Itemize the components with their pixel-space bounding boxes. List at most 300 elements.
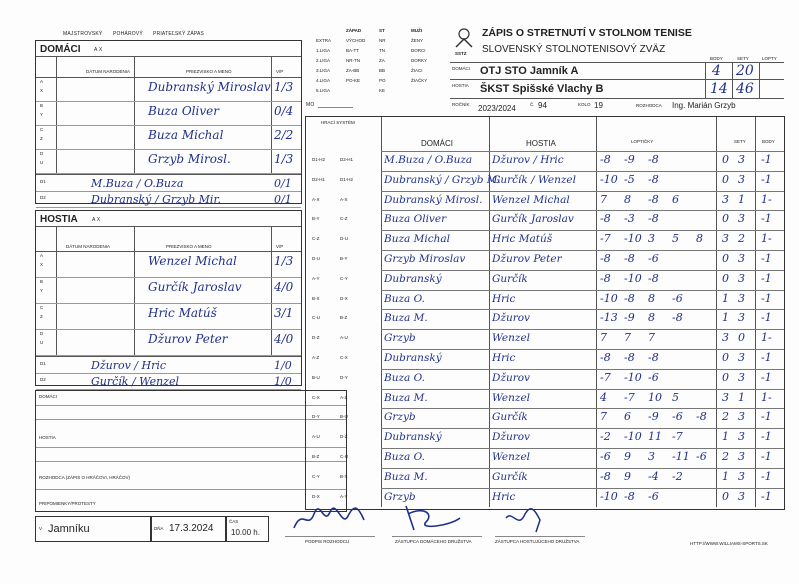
teams-lopty-label: LOPTY — [762, 56, 777, 61]
match-home-sets: 0 — [722, 212, 729, 226]
match-system-away: D1-H2 — [340, 176, 354, 182]
match-home-player: Grzyb — [384, 332, 416, 345]
match-set-score: -6 — [672, 291, 683, 305]
competition-cell: PO-KE — [346, 78, 361, 83]
match-set-score: 7 — [624, 331, 631, 345]
match-away-sets: 1 — [738, 192, 745, 206]
match-system-away: A-U — [340, 335, 348, 341]
competition-col-header: ST — [379, 28, 385, 33]
match-type-priatel: PRIATEĽSKÝ ZÁPAS — [153, 31, 205, 37]
match-away-player: Gurčík — [492, 272, 528, 285]
match-set-score: 7 — [600, 192, 607, 206]
match-system-away: D-Z — [340, 434, 348, 440]
match-set-score: -8 — [672, 311, 683, 325]
match-home-sets: 3 — [722, 232, 729, 246]
match-body: -1 — [761, 172, 772, 186]
away-col-dob: DÁTUM NARODENIA — [66, 244, 111, 249]
competition-cell: DORCI — [411, 48, 426, 53]
away-col-vh: V/P — [276, 244, 284, 249]
match-body: -1 — [761, 291, 772, 305]
teams-box — [450, 56, 784, 102]
match-set-score: -8 — [648, 172, 659, 186]
match-away-player: Wenzel — [492, 451, 531, 463]
match-body: -1 — [761, 252, 772, 265]
roster-key: D — [40, 331, 44, 336]
match-set-score: -8 — [624, 489, 635, 503]
match-system-home: C-Z — [312, 236, 320, 242]
competition-cell: 1.LIGA — [316, 48, 331, 53]
match-away-sets: 3 — [738, 351, 745, 364]
match-home-sets: 1 — [722, 311, 729, 325]
match-set-score: -8 — [600, 271, 611, 285]
match-set-score: -8 — [648, 271, 659, 285]
match-away-player: Gurčík Jaroslav — [492, 213, 574, 226]
roster-key: A — [40, 253, 44, 258]
footer-date: 17.3.2024 — [169, 523, 214, 534]
match-home-sets: 0 — [722, 252, 729, 265]
away-col-name: PRIEZVISKO A MENO — [166, 244, 212, 249]
match-home-sets: 3 — [722, 192, 729, 206]
match-system-away: D-U — [340, 236, 348, 242]
cislo-value: 94 — [538, 101, 547, 110]
match-set-score: 9 — [624, 469, 631, 483]
notes-protesty-label: PRIPOMIENKY/PROTESTY — [39, 501, 96, 506]
roster-key: A — [40, 79, 44, 84]
roster-player-vh: 0/4 — [274, 104, 294, 118]
match-away-player: Gurčík / Wenzel — [492, 173, 576, 186]
match-body: -1 — [761, 153, 772, 166]
match-system-home: C-X — [312, 394, 320, 400]
competition-cell: ŽIAČKY — [411, 78, 428, 83]
match-home-sets: 1 — [722, 469, 729, 483]
match-set-score: -7 — [600, 370, 611, 384]
roster-doubles-vh: 1/0 — [274, 375, 292, 388]
match-set-score: -8 — [600, 351, 611, 364]
match-home-sets: 2 — [722, 410, 729, 424]
competition-cell: ZA-BB — [346, 68, 360, 73]
page-title: ZÁPIS O STRETNUTÍ V STOLNOM TENISE — [482, 27, 692, 39]
notes-domaci-label: DOMÁCI — [39, 394, 57, 399]
teams-domaci-label: DOMÁCI — [452, 66, 470, 71]
competition-cell: PO — [379, 78, 386, 83]
match-system-away: C-Y — [340, 275, 348, 281]
match-system-away: A-X — [340, 196, 348, 202]
home-roster-letters: A X — [94, 47, 103, 53]
match-away-player: Hric Matúš — [492, 233, 553, 246]
rozhodca-value: Ing. Marián Grzyb — [672, 101, 736, 110]
roster-doubles-key: D1 — [40, 361, 46, 366]
match-away-player: Džurov — [492, 431, 530, 444]
match-set-score: -10 — [600, 291, 618, 305]
match-set-score: -3 — [624, 212, 635, 226]
match-away-player: Gurčík — [492, 470, 528, 483]
roster-key-x: Z — [40, 314, 43, 319]
match-home-player: Dubranský — [384, 272, 442, 285]
match-set-score: -8 — [648, 212, 659, 226]
match-away-sets: 3 — [738, 172, 745, 186]
match-set-score: 6 — [672, 192, 679, 206]
system-header: HRACÍ SYSTÉM — [321, 120, 355, 125]
match-home-sets: 0 — [722, 370, 729, 384]
sig3-label: ZÁSTUPCA HOSTUJÚCEHO DRUŽSTVA — [495, 539, 580, 544]
cislo-label: Č. — [530, 102, 535, 107]
match-set-score: -10 — [600, 172, 618, 186]
match-set-score: -6 — [696, 450, 707, 463]
match-system-home: B-U — [312, 374, 320, 380]
match-away-sets: 3 — [738, 271, 745, 285]
away-roster-letters: A X — [92, 217, 101, 223]
roster-player-name: Džurov Peter — [148, 332, 228, 346]
match-away-sets: 3 — [738, 252, 745, 265]
match-set-score: -8 — [648, 153, 659, 166]
away-body: 14 — [710, 81, 728, 97]
match-home-player: Grzyb Miroslav — [384, 253, 466, 265]
roster-player-vh: 2/2 — [274, 128, 294, 142]
match-home-sets: 0 — [722, 351, 729, 364]
match-body: -1 — [761, 311, 772, 325]
match-away-player: Wenzel Michal — [492, 193, 570, 206]
match-set-score: -10 — [600, 489, 618, 503]
match-away-sets: 0 — [738, 331, 745, 345]
match-set-score: 5 — [672, 232, 679, 246]
roster-key: C — [40, 127, 44, 132]
match-away-player: Džurov — [492, 371, 530, 384]
away-roster-title: HOSTIA — [40, 214, 78, 225]
match-system-home: D-U — [312, 256, 320, 261]
match-type-majstrovsky: MAJSTROVSKÝ — [63, 31, 103, 37]
match-home-sets: 0 — [722, 153, 729, 166]
matches-lopticky-header: LOPTIČKY — [631, 139, 654, 144]
roster-doubles-key: D2 — [40, 377, 46, 382]
footer-date-box — [150, 516, 227, 542]
match-set-score: -7 — [624, 390, 635, 404]
roster-player-name: Buza Oliver — [148, 104, 219, 118]
roster-doubles-names: Dubranský / Grzyb Mir. — [91, 193, 221, 206]
match-away-sets: 1 — [738, 390, 745, 404]
match-set-score: -2 — [672, 469, 683, 483]
match-away-sets: 3 — [738, 153, 745, 166]
match-set-score: -8 — [600, 469, 611, 483]
match-set-score: -9 — [648, 410, 659, 424]
roster-key: C — [40, 305, 44, 310]
match-home-sets: 0 — [722, 172, 729, 186]
sig2-label: ZÁSTUPCA DOMÁCEHO DRUŽSTVA — [395, 539, 472, 544]
match-set-score: 7 — [600, 410, 607, 424]
match-set-score: -8 — [648, 192, 659, 206]
match-system-away: D2-H1 — [340, 157, 354, 162]
match-set-score: 10 — [648, 390, 662, 404]
match-body: -1 — [761, 489, 772, 503]
match-set-score: -9 — [624, 311, 635, 325]
match-away-player: Hric — [492, 352, 516, 364]
match-system-away: C-U — [340, 454, 348, 459]
match-system-home: C-U — [312, 315, 320, 321]
roster-player-vh: 3/1 — [274, 306, 294, 320]
match-set-score: -4 — [648, 469, 659, 483]
competition-cell: TN — [379, 48, 385, 53]
match-system-away: A-Y — [340, 493, 348, 499]
match-away-sets: 3 — [738, 469, 745, 483]
match-home-player: Buza Oliver — [384, 213, 447, 226]
match-away-sets: 3 — [738, 370, 745, 384]
roster-key: B — [40, 279, 44, 284]
competition-cell: 5.LIGA — [316, 88, 331, 93]
away-sety: 46 — [736, 81, 754, 97]
home-col-dob: DÁTUM NARODENIA — [86, 69, 131, 74]
match-home-player: Buza O. — [384, 371, 425, 384]
roster-key: B — [40, 103, 44, 108]
roster-key-x: Z — [40, 136, 43, 141]
footer-date-label: DŇA — [154, 526, 164, 531]
match-body: -1 — [761, 370, 772, 384]
match-body: 1- — [761, 192, 772, 206]
roster-player-name: Wenzel Michal — [148, 254, 237, 268]
match-home-player: Dubranský Mirosl. — [384, 193, 483, 206]
match-home-sets: 0 — [722, 489, 729, 503]
match-set-score: -8 — [648, 351, 659, 364]
match-home-sets: 1 — [722, 291, 729, 305]
home-sety: 20 — [736, 63, 754, 79]
match-set-score: -8 — [600, 252, 611, 265]
match-set-score: -11 — [672, 450, 690, 463]
match-system-home: D-Z — [312, 335, 320, 341]
match-system-away: B-U — [340, 414, 348, 420]
footer-time: 10.00 h. — [231, 528, 260, 537]
match-body: 1- — [761, 232, 772, 246]
match-body: -1 — [761, 351, 772, 364]
match-away-sets: 3 — [738, 212, 745, 226]
roster-player-name: Grzyb Mirosl. — [148, 152, 231, 166]
competition-cell: NR-TN — [346, 58, 360, 63]
match-home-player: Buza M. — [384, 470, 428, 483]
match-set-score: -8 — [600, 153, 611, 166]
home-roster-title: DOMÁCI — [40, 44, 81, 55]
match-set-score: 7 — [648, 331, 655, 345]
roster-key-x: U — [40, 160, 44, 165]
away-roster-box — [35, 210, 302, 386]
match-system-home: A-X — [312, 196, 320, 202]
footer-place: Jamníku — [48, 523, 90, 535]
competition-cell: ŽENY — [411, 38, 424, 43]
match-body: 1- — [761, 331, 772, 345]
match-away-player: Hric — [492, 490, 516, 503]
competition-cell: EXTRA — [316, 38, 332, 43]
footer-web: HTTP://WWW.WILLIAMS-SPORTS.SK — [690, 541, 768, 546]
roster-doubles-vh: 1/0 — [274, 359, 292, 372]
match-home-player: Grzyb — [384, 490, 416, 503]
match-set-score: -6 — [648, 489, 659, 503]
match-set-score: 6 — [624, 410, 631, 424]
match-body: -1 — [761, 450, 772, 463]
match-system-home: B-Z — [312, 454, 320, 459]
match-set-score: 3 — [648, 450, 655, 463]
match-set-score: -5 — [624, 172, 635, 186]
match-system-away: B-X — [340, 473, 348, 479]
match-system-home: C-Y — [312, 473, 320, 479]
teams-hostia-label: HOSTIA — [452, 83, 469, 88]
roster-player-name: Buza Michal — [148, 128, 224, 142]
match-system-home: B-X — [312, 295, 320, 301]
match-system-away: C-Z — [340, 216, 348, 222]
match-set-score: -2 — [600, 430, 611, 444]
match-set-score: -10 — [624, 370, 642, 384]
competition-cell: DORKY — [411, 58, 428, 63]
match-set-score: -6 — [648, 252, 659, 265]
matches-sety-header: SETY — [734, 139, 746, 144]
kolo-label: KOLO — [578, 102, 591, 107]
match-home-sets: 2 — [722, 450, 729, 463]
competition-cell: KE — [379, 88, 386, 93]
home-team-name: OTJ STO Jamník A — [480, 65, 579, 77]
roster-key-x: X — [40, 88, 44, 93]
roster-player-vh: 1/3 — [274, 254, 294, 268]
match-body: -1 — [761, 212, 772, 226]
match-set-score: -8 — [624, 252, 635, 265]
rocnik-value: 2023/2024 — [478, 104, 516, 113]
match-body: -1 — [761, 410, 772, 424]
match-body: -1 — [761, 430, 772, 444]
sig1-label: PODPIS ROZHODCU — [305, 539, 350, 544]
roster-doubles-names: Gurčík / Wenzel — [91, 375, 179, 388]
match-home-player: M.Buza / O.Buza — [384, 154, 473, 166]
match-set-score: 8 — [648, 291, 655, 305]
match-away-sets: 3 — [738, 430, 745, 444]
match-away-sets: 3 — [738, 410, 745, 424]
match-body: -1 — [761, 271, 772, 285]
match-set-score: 8 — [648, 311, 655, 325]
match-set-score: 8 — [696, 232, 703, 246]
match-home-player: Dubranský — [384, 431, 442, 444]
match-set-score: 8 — [624, 192, 631, 206]
roster-doubles-vh: 0/1 — [274, 177, 292, 190]
match-set-score: -8 — [624, 291, 635, 305]
footer-time-box — [225, 516, 269, 542]
match-away-sets: 3 — [738, 489, 745, 503]
match-system-away: B-Y — [340, 256, 348, 261]
roster-doubles-key: D2 — [40, 195, 46, 200]
match-set-score: -10 — [624, 271, 642, 285]
match-system-home: A-U — [312, 434, 320, 440]
match-set-score: 9 — [624, 450, 631, 463]
home-body: 4 — [712, 63, 721, 79]
match-system-home: A-Z — [312, 355, 320, 360]
roster-doubles-names: M.Buza / O.Buza — [91, 177, 184, 190]
teams-body-label: BODY — [710, 56, 723, 61]
match-set-score: -7 — [672, 430, 683, 444]
match-away-player: Džurov Peter — [492, 253, 562, 265]
matches-table — [305, 116, 785, 510]
match-home-sets: 0 — [722, 271, 729, 285]
roster-key-x: U — [40, 340, 44, 345]
match-set-score: -6 — [648, 370, 659, 384]
match-set-score: 4 — [600, 390, 607, 404]
match-set-score: -13 — [600, 311, 618, 325]
sstz-logo-text: SSTZ — [455, 51, 467, 56]
home-roster-box — [35, 40, 302, 204]
teams-sety-label: SETY — [737, 56, 749, 61]
footer-place-label: V — [39, 526, 43, 531]
match-set-score: 5 — [672, 390, 679, 404]
competition-cell: NR — [379, 38, 386, 43]
match-away-sets: 3 — [738, 311, 745, 325]
competition-col-header: MUŽI — [411, 28, 422, 33]
footer-place-box — [35, 516, 152, 542]
match-system-away: D-Y — [340, 374, 348, 380]
match-away-player: Gurčík — [492, 411, 528, 424]
match-set-score: 3 — [648, 232, 655, 246]
match-home-player: Buza O. — [384, 451, 425, 463]
roster-doubles-names: Džurov / Hric — [91, 359, 167, 372]
competition-cell: 3.LIGA — [316, 68, 331, 73]
match-set-score: -6 — [600, 450, 611, 463]
roster-player-vh: 1/3 — [274, 80, 294, 94]
match-system-home: D-Y — [312, 414, 320, 420]
roster-key-x: X — [40, 262, 44, 267]
notes-box — [35, 390, 347, 512]
match-body: -1 — [761, 469, 772, 483]
meta-row — [450, 100, 784, 116]
match-away-player: Hric — [492, 292, 516, 305]
match-set-score: -8 — [624, 351, 635, 364]
match-set-score: -7 — [600, 232, 611, 246]
match-system-home: B-Y — [312, 216, 320, 222]
match-home-sets: 1 — [722, 430, 729, 444]
roster-key: D — [40, 151, 44, 156]
roster-player-name: Hric Matúš — [148, 306, 217, 320]
competition-cell: BB — [379, 68, 386, 73]
match-home-player: Dubranský — [384, 352, 442, 364]
match-set-score: -10 — [624, 430, 642, 444]
match-home-player: Grzyb — [384, 411, 416, 424]
match-system-home: A-Y — [312, 275, 320, 281]
match-system-away: A-Z — [340, 394, 348, 400]
match-set-score: 7 — [600, 331, 607, 345]
away-team-name: ŠKST Spišské Vlachy B — [480, 83, 604, 95]
roster-key-x: Y — [40, 288, 44, 293]
roster-player-vh: 4/0 — [274, 332, 294, 346]
match-away-sets: 2 — [738, 232, 745, 246]
match-system-away: B-Z — [340, 315, 348, 321]
competition-cell: VÝCHOD — [346, 38, 366, 43]
match-set-score: -10 — [624, 232, 642, 246]
match-set-score: -6 — [672, 410, 683, 424]
match-system-home: D-X — [312, 493, 320, 499]
match-home-player: Buza M. — [384, 312, 428, 325]
matches-hostia-header: HOSTIA — [526, 139, 556, 148]
match-away-sets: 3 — [738, 291, 745, 305]
match-set-score: 11 — [648, 430, 662, 444]
roster-player-vh: 4/0 — [274, 280, 294, 294]
match-type-pohar: POHÁROVÝ — [113, 31, 143, 37]
sstz-logo-icon — [452, 25, 476, 53]
match-system-away: D-X — [340, 295, 348, 301]
roster-player-name: Dubranský Miroslav — [148, 80, 271, 94]
roster-player-name: Gurčík Jaroslav — [148, 280, 242, 294]
match-away-player: Wenzel — [492, 332, 531, 345]
match-set-score: -8 — [600, 212, 611, 226]
mo-label: MO — [306, 102, 315, 108]
match-away-player: Wenzel — [492, 391, 531, 404]
match-home-sets: 3 — [722, 331, 729, 345]
match-system-away: C-X — [340, 355, 348, 360]
rozhodca-label: ROZHODCA — [636, 103, 662, 108]
competition-cell: BA-TT — [346, 48, 359, 53]
rocnik-label: ROČNÍK — [452, 102, 470, 107]
roster-player-vh: 1/3 — [274, 152, 294, 166]
match-away-player: Džurov / Hric — [492, 154, 564, 166]
home-col-name: PRIEZVISKO A MENO — [186, 69, 232, 74]
competition-cell: 2.LIGA — [316, 58, 331, 63]
